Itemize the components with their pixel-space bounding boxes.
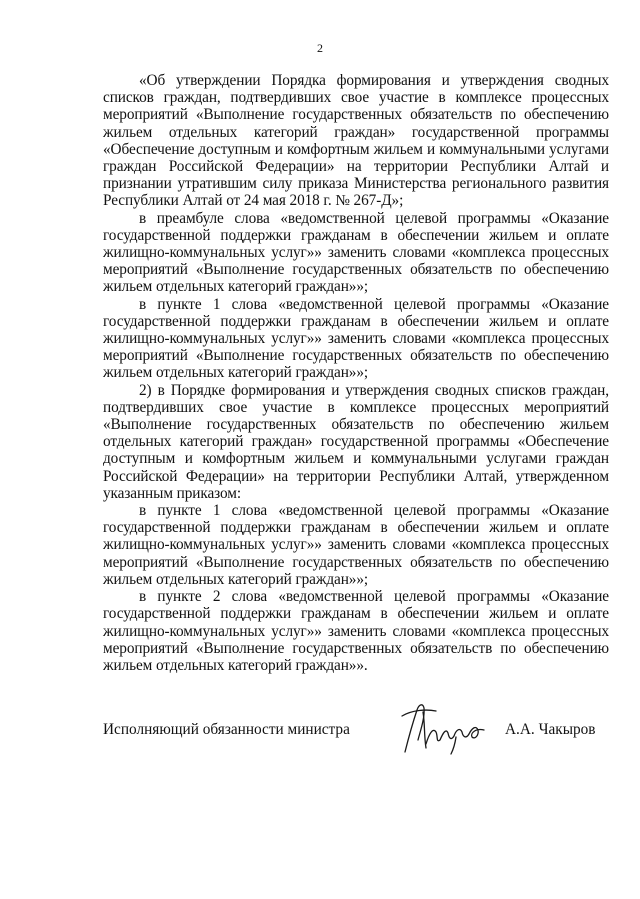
signature-block	[103, 700, 623, 760]
signer-name: А.А. Чакыров	[505, 721, 596, 738]
paragraph-procedure-amendment: 2) в Порядке формирования и утверждения сводных списков граждан, подтвердивших свое участие в комплексе процессных мероприятий «Выполнение государственных обязательств по обеспечению жильем отдельных категорий граждан» государственной программы «Обеспечение доступным и комфортным жильем и коммунальными услугами граждан Российской Федерации» на территории Республики Алтай, утвержденном указанным приказом:	[103, 381, 609, 502]
paragraph-preamble-amendment: в преамбуле слова «ведомственной целевой программы «Оказание государственной поддержки гражданам в обеспечении жильем и оплате жилищно-коммунальных услуг»» заменить словами «комплекса процессных мероприятий «Выполнение государственных обязательств по обеспечению жильем отдельных категорий граждан»»;	[103, 209, 609, 296]
paragraph-procedure-point-1: в пункте 1 слова «ведомственной целевой программы «Оказание государственной поддержки гражданам в обеспечении жильем и оплате жилищно-коммунальных услуг»» заменить словами «комплекса процессных мероприятий «Выполнение государственных обязательств по обеспечению жильем отдельных категорий граждан»»;	[103, 502, 609, 588]
signer-position: Исполняющий обязанности министра	[103, 721, 350, 738]
paragraph-order-title-quote: «Об утверждении Порядка формирования и утверждения сводных списков граждан, подтвердивших свое участие в комплексе процессных мероприятий «Выполнение государственных обязательств по обеспечению жильем отдельных категорий граждан» государственной программы «Обеспечение доступным и комфортным жильем и коммунальными услугами граждан Российской Федерации» на территории Республики Алтай и признании утратившим силу приказа Министерства регионального развития Республики Алтай от 24 мая 2018 г. № 267-Д»;	[103, 72, 609, 210]
handwritten-signature	[398, 700, 494, 756]
paragraph-procedure-point-2: в пункте 2 слова «ведомственной целевой программы «Оказание государственной поддержки гражданам в обеспечении жильем и оплате жилищно-коммунальных услуг»» заменить словами «комплекса процессных мероприятий «Выполнение государственных обязательств по обеспечению жильем отдельных категорий граждан»».	[103, 588, 609, 674]
paragraph-point-1-amendment: в пункте 1 слова «ведомственной целевой программы «Оказание государственной поддержки гражданам в обеспечении жильем и оплате жилищно-коммунальных услуг»» заменить словами «комплекса процессных мероприятий «Выполнение государственных обязательств по обеспечению жильем отдельных категорий граждан»»;	[103, 295, 609, 382]
document-body	[103, 72, 609, 674]
page-number: 2	[317, 41, 323, 55]
